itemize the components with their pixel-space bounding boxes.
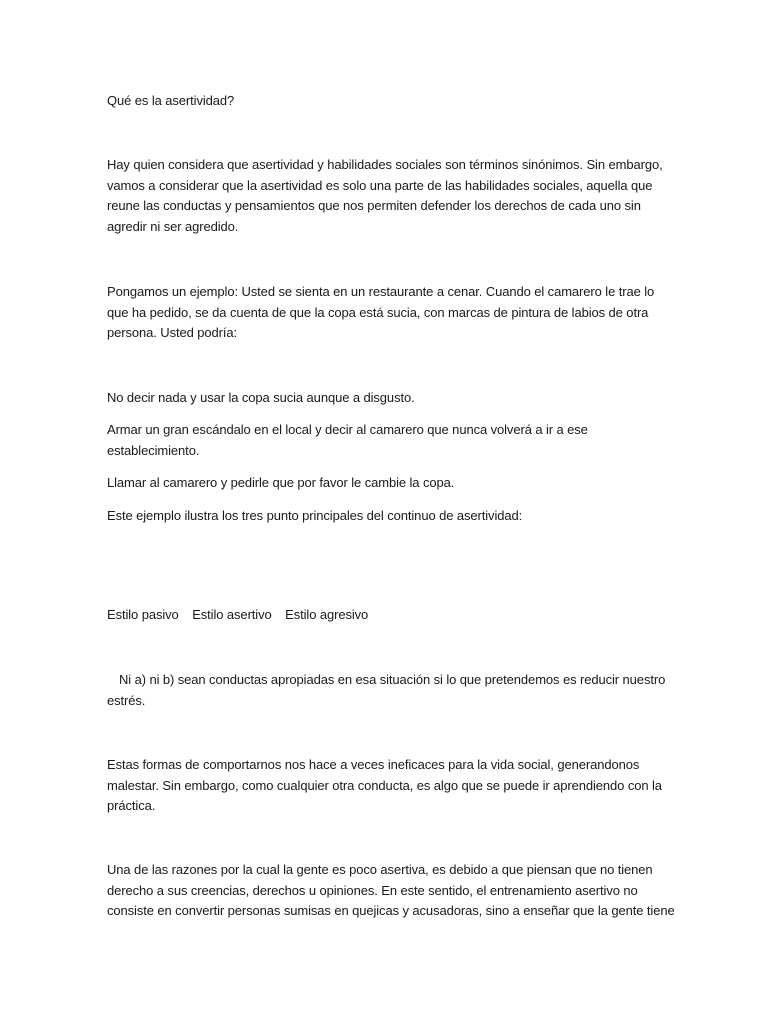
text-line: consiste en convertir personas sumisas en quejicas y acusadoras, sino a enseñar que la gente tiene (107, 903, 675, 918)
text-line: Una de las razones por la cual la gente es poco asertiva, es debido a que piensan que no tienen (107, 862, 653, 877)
option-passive: No decir nada y usar la copa sucia aunque a disgusto. (107, 390, 415, 405)
option-aggressive (107, 420, 667, 461)
text-line: Hay quien considera que asertividad y habilidades sociales son términos sinónimos. Sin embargo, (107, 157, 663, 172)
text-line: estrés. (107, 692, 146, 708)
text-line: agredir ni ser agredido. (107, 218, 239, 234)
text-line: reune las conductas y pensamientos que nos permiten defender los derechos de cada uno sin (107, 198, 641, 213)
option-assertive: Llamar al camarero y pedirle que por favor le cambie la copa. (107, 475, 455, 490)
paragraph-definition (107, 155, 667, 237)
text-line: persona. Usted podría: (107, 325, 238, 340)
text-line: Armar un gran escándalo en el local y decir al camarero que nunca volverá a ir a ese (107, 422, 588, 437)
text-line: establecimiento. (107, 442, 200, 458)
paragraph-reasons (107, 860, 675, 922)
text-line: Estas formas de comportarnos nos hace a veces ineficaces para la vida social, generandonos (107, 757, 640, 772)
document-title: Qué es la asertividad? (107, 93, 235, 108)
text-line: práctica. (107, 798, 156, 813)
text-line: Ni a) ni b) sean conductas apropiadas en esa situación si lo que pretendemos es reducir nuestro (119, 672, 666, 687)
text-line: que ha pedido, se da cuenta de que la copa está sucia, con marcas de pintura de labios de otra (107, 304, 649, 320)
text-line: malestar. Sin embargo, como cualquier otra conducta, es algo que se puede ir aprendiendo con la (107, 777, 662, 793)
example-intro-line: Este ejemplo ilustra los tres punto principales del continuo de asertividad: (107, 508, 523, 523)
text-line: derecho a sus creencias, derechos u opiniones. En este sentido, el entrenamiento asertivo no (107, 882, 638, 898)
style-aggressive: Estilo agresivo (285, 607, 369, 622)
paragraph-conclusion (107, 670, 667, 711)
paragraph-social-life (107, 755, 667, 817)
assertiveness-styles (107, 605, 378, 626)
text-line: Pongamos un ejemplo: Usted se sienta en un restaurante a cenar. Cuando el camarero le trae lo (107, 284, 655, 299)
paragraph-example (107, 282, 667, 344)
style-assertive: Estilo asertivo (192, 607, 272, 622)
style-passive: Estilo pasivo (107, 607, 179, 622)
text-line: vamos a considerar que la asertividad es solo una parte de las habilidades sociales, aquella que (107, 177, 653, 193)
